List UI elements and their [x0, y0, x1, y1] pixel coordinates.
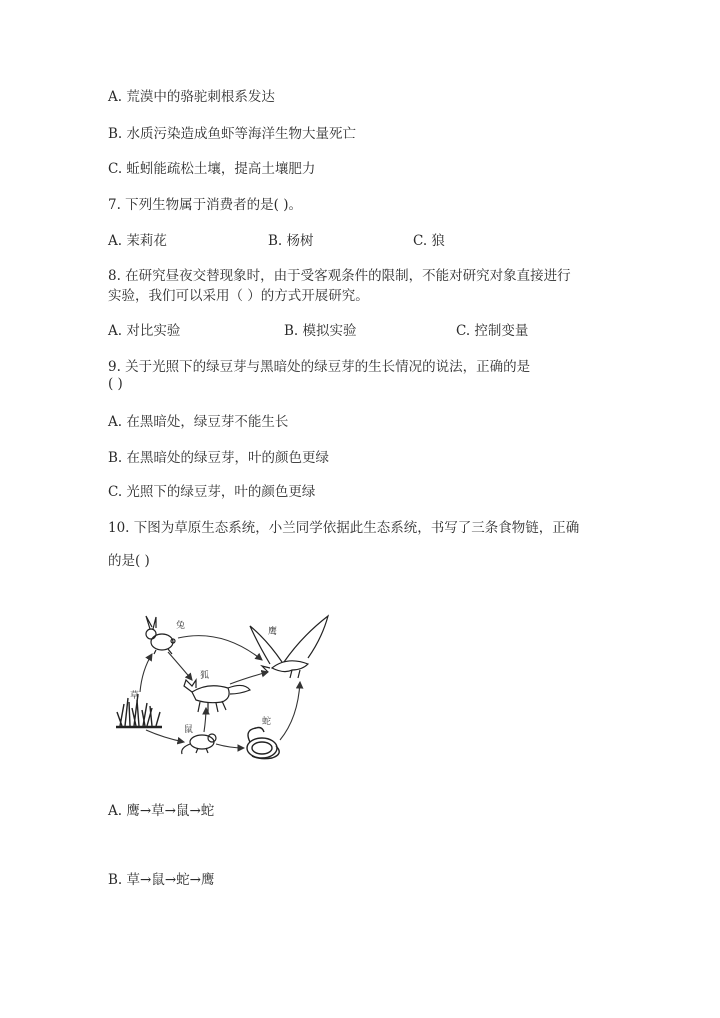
q9-stem-line2: ( ) [108, 376, 123, 392]
arrow-grass-to-rabbit [140, 654, 152, 692]
mouse-label: 鼠 [184, 725, 194, 735]
arrow-fox-to-eagle [230, 672, 268, 684]
q9-option-c[interactable]: C. 光照下的绿豆芽，叶的颜色更绿 [108, 484, 316, 500]
grass-label: 草 [130, 691, 140, 701]
q8-option-a[interactable]: A. 对比实验 [108, 323, 181, 339]
snake-icon [247, 728, 279, 759]
q10-option-b[interactable]: B. 草→鼠→蛇→鹰 [108, 872, 215, 888]
q8-option-c[interactable]: C. 控制变量 [456, 323, 529, 339]
q10-stem-line2: 的是( ) [108, 553, 150, 569]
mouse-icon [182, 734, 216, 754]
q8-stem-line2: 实验，我们可以采用（ ）的方式开展研究。 [108, 288, 369, 304]
q6-option-c[interactable]: C. 蚯蚓能疏松土壤，提高土壤肥力 [108, 161, 316, 177]
eagle-label: 鹰 [268, 627, 278, 637]
q7-option-c[interactable]: C. 狼 [413, 233, 445, 249]
q9-option-b[interactable]: B. 在黑暗处的绿豆芽，叶的颜色更绿 [108, 450, 330, 466]
eagle-icon [250, 616, 328, 678]
q9-option-a[interactable]: A. 在黑暗处，绿豆芽不能生长 [108, 414, 289, 430]
q6-option-b[interactable]: B. 水质污染造成鱼虾等海洋生物大量死亡 [108, 126, 357, 142]
q6-option-a[interactable]: A. 荒漠中的骆驼刺根系发达 [108, 89, 275, 105]
rabbit-label: 兔 [176, 621, 186, 631]
snake-label: 蛇 [262, 717, 272, 727]
arrow-snake-to-eagle [280, 682, 300, 740]
q7-option-b[interactable]: B. 杨树 [268, 233, 314, 249]
fox-icon [184, 680, 250, 712]
q8-stem-line1: 8. 在研究昼夜交替现象时，由于受客观条件的限制，不能对研究对象直接进行 [108, 268, 571, 284]
q9-stem-line1: 9. 关于光照下的绿豆芽与黑暗处的绿豆芽的生长情况的说法，正确的是 [108, 359, 531, 375]
arrow-rabbit-to-fox [168, 652, 192, 680]
food-web-arrows [140, 636, 300, 748]
rabbit-icon [146, 616, 175, 654]
q8-option-b[interactable]: B. 模拟实验 [284, 323, 357, 339]
arrow-rabbit-to-eagle [178, 636, 262, 660]
q7-option-a[interactable]: A. 茉莉花 [108, 233, 167, 249]
arrow-grass-to-mouse [146, 730, 184, 742]
food-web-figure [112, 608, 342, 778]
arrow-mouse-to-snake [216, 744, 244, 748]
q7-stem: 7. 下列生物属于消费者的是( )。 [108, 197, 302, 213]
q10-stem-line1: 10. 下图为草原生态系统，小兰同学依据此生态系统，书写了三条食物链，正确 [108, 520, 580, 536]
q10-option-a[interactable]: A. 鹰→草→鼠→蛇 [108, 803, 215, 819]
arrow-mouse-to-fox [204, 708, 206, 732]
fox-label: 狐 [200, 671, 210, 681]
